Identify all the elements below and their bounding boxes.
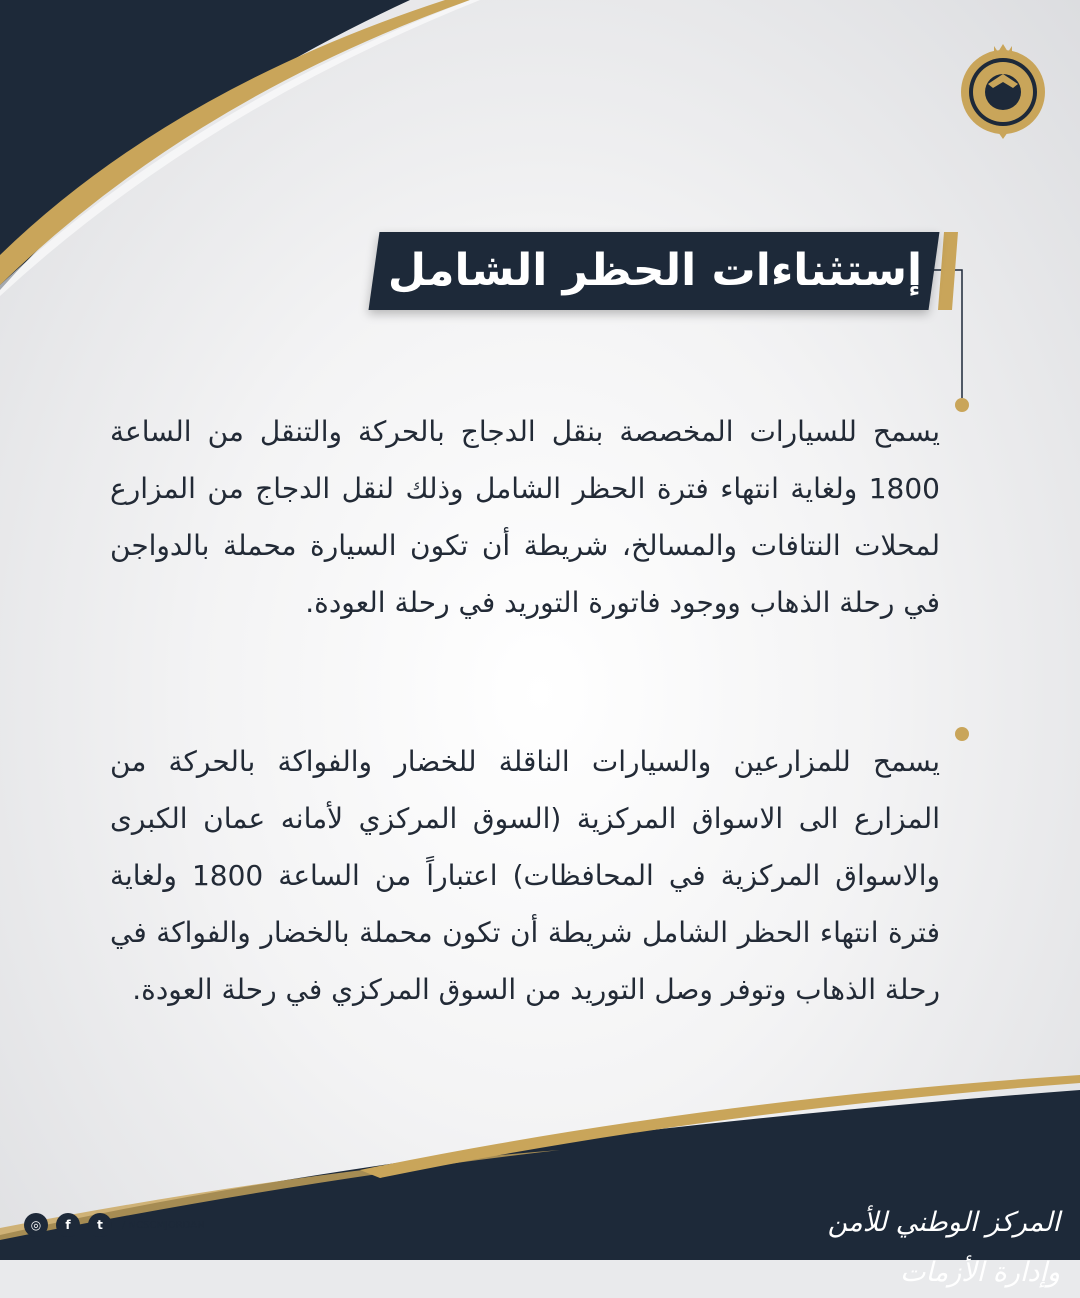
bullet-point-icon <box>955 398 969 412</box>
twitter-icon[interactable]: t <box>88 1213 112 1237</box>
bullet-point-icon <box>955 727 969 741</box>
facebook-icon[interactable]: f <box>56 1213 80 1237</box>
instagram-icon[interactable]: ◎ <box>24 1213 48 1237</box>
emblem-logo <box>958 40 1048 140</box>
exception-paragraph-2: يسمح للمزارعين والسيارات الناقلة للخضار والفواكة بالحركة من المزارع الى الاسواق المركزية (السوق المركزي لأمانه عمان الكبرى والاسواق المركزية في المحافظات) اعتباراً من الساعة 1800 ولغاية فترة انتهاء الحظر الشامل شريطة أن تكون محملة بالخضار والفواكة في رحلة الذهاب وتوفر وصل التوريد من السوق المركزي في رحلة العودة. <box>110 745 940 1006</box>
organization-name: المركز الوطني للأمن وإدارة الأزمات <box>827 1207 1060 1288</box>
exception-paragraph-1: يسمح للسيارات المخصصة بنقل الدجاج بالحركة والتنقل من الساعة 1800 ولغاية انتهاء فترة الحظر الشامل وذلك لنقل الدجاج من المزارع لمحلات النتافات والمسالخ، شريطة أن تكون السيارة محملة بالدواجن في رحلة الذهاب ووجود فاتورة التوريد في رحلة العودة. <box>110 415 940 619</box>
page-title: إستثناءات الحظر الشامل <box>387 245 923 296</box>
social-handle: / NCSCMJORDAN <box>122 1219 205 1231</box>
social-links <box>24 1211 205 1239</box>
